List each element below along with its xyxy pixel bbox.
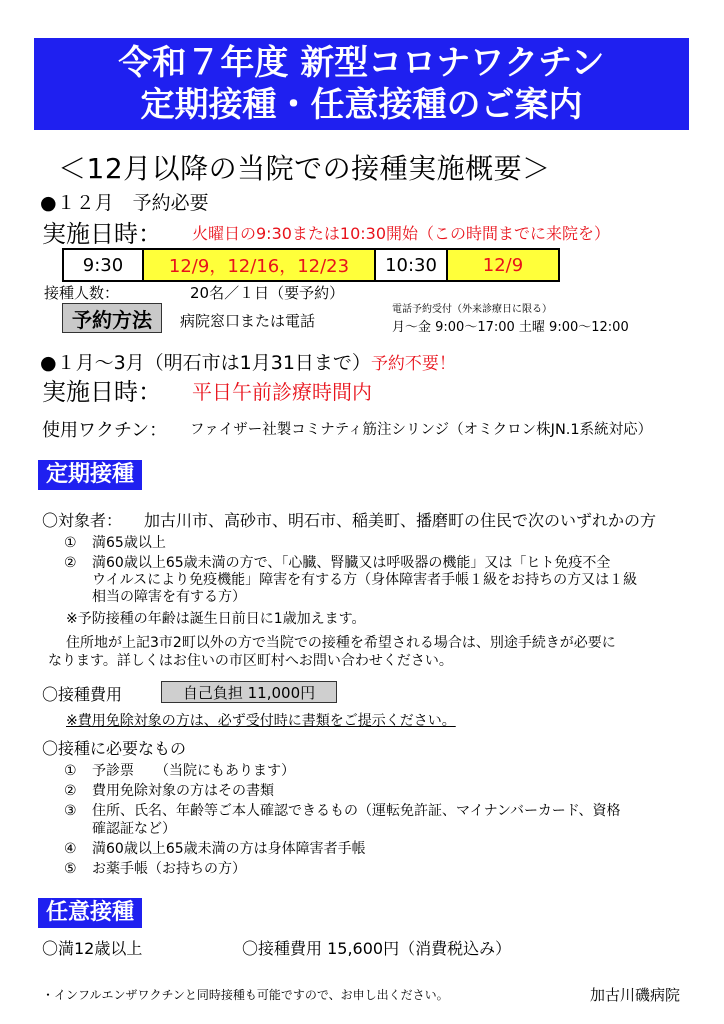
schedule-dates-1: 12/9，12/16，12/23 xyxy=(144,250,376,280)
fee-value: 自己負担 11,000円 xyxy=(161,681,337,703)
fee-label: 〇接種費用 xyxy=(42,685,123,704)
item-number: ② xyxy=(64,555,77,571)
item-text: 満60歳以上65歳未満の方で、「心臓、腎臓又は呼吸器の機能」又は「ヒト免疫不全 xyxy=(92,555,611,571)
jan-mar-heading xyxy=(40,348,456,375)
target-item-2-line-3: 相当の障害を有する方） xyxy=(92,589,246,605)
voluntary-fee: 〇接種費用 15,600円（消費税込み） xyxy=(242,939,512,958)
reserve-method-label: 予約方法 xyxy=(62,303,162,333)
schedule-time-2: 10:30 xyxy=(376,250,448,280)
needs-item-3-line-2: 確認証など） xyxy=(92,821,176,837)
capacity-value: 20名／１日（要予約） xyxy=(190,284,345,302)
no-reservation-note: 予約不要！ xyxy=(370,354,456,374)
residence-note-line-2: なります。詳しくはお住いの市区町村へお問い合わせください。 xyxy=(48,653,453,669)
reserve-method-value: 病院窓口または電話 xyxy=(180,312,316,330)
phone-hours: 月～金 9:00～17:00 土曜 9:00～12:00 xyxy=(392,320,629,335)
item-number: ① xyxy=(64,535,77,551)
needs-label: 〇接種に必要なもの xyxy=(42,739,187,758)
needs-item-4 xyxy=(64,838,366,858)
item-number: ① xyxy=(64,763,77,779)
target-item-1 xyxy=(64,532,166,552)
item-number: ③ xyxy=(64,803,77,819)
voluntary-heading: 任意接種 xyxy=(38,898,142,928)
item-text: お薬手帳（お持ちの方） xyxy=(92,861,246,877)
item-text: 満65歳以上 xyxy=(92,535,166,551)
residence-note-line-1: 住所地が上記3市2町以外の方で当院での接種を希望される場合は、別途手続きが必要に xyxy=(66,635,616,651)
schedule-time-1: 9:30 xyxy=(64,250,144,280)
subtitle: ＜12月以降の当院での接種実施概要＞ xyxy=(58,152,551,185)
needs-item-2 xyxy=(64,780,274,800)
needs-item-5 xyxy=(64,858,246,878)
item-text: 費用免除対象の方はその書類 xyxy=(92,783,274,799)
jan-mar-heading-text: ●１月～3月（明石市は1月31日まで） xyxy=(40,352,371,374)
title-line-2: 定期接種・任意接種のご案内 xyxy=(140,85,583,125)
title-line-1: 令和７年度 新型コロナワクチン xyxy=(118,43,605,83)
needs-item-3 xyxy=(64,800,621,820)
december-date-note: 火曜日の9:30または10:30開始（この時間までに来院を） xyxy=(192,224,611,243)
schedule-table xyxy=(62,248,560,282)
schedule-dates-2: 12/9 xyxy=(448,250,558,280)
item-text: 満60歳以上65歳未満の方は身体障害者手帳 xyxy=(92,841,366,857)
december-heading: ●１２月 予約必要 xyxy=(40,192,209,214)
item-number: ④ xyxy=(64,841,77,857)
voluntary-age: 〇満12歳以上 xyxy=(42,939,143,958)
item-number: ② xyxy=(64,783,77,799)
december-date-label: 実施日時： xyxy=(42,220,162,248)
hospital-name: 加古川磯病院 xyxy=(590,986,681,1004)
item-number: ⑤ xyxy=(64,861,77,877)
needs-item-1 xyxy=(64,760,295,780)
age-note: ※予防接種の年齢は誕生日前日に1歳加えます。 xyxy=(66,611,366,627)
target-item-2-line-2: ウイルスにより免疫機能」障害を有する方（身体障害者手帳１級をお持ちの方又は１級 xyxy=(92,572,638,588)
fee-note: ※費用免除対象の方は、必ず受付時に書類をご提示ください。 xyxy=(66,713,456,729)
item-text: 予診票 （当院にもあります） xyxy=(92,763,295,779)
item-text: 住所、氏名、年齢等ご本人確認できるもの（運転免許証、マイナンバーカード、資格 xyxy=(92,803,621,819)
target-value: 加古川市、高砂市、明石市、稲美町、播磨町の住民で次のいずれかの方 xyxy=(144,511,657,530)
regular-heading: 定期接種 xyxy=(38,460,142,490)
target-label: 〇対象者： xyxy=(42,511,123,530)
title-banner xyxy=(34,38,689,130)
jan-mar-date-value: 平日午前診療時間内 xyxy=(192,380,372,404)
vaccine-value: ファイザー社製コミナティ筋注シリンジ（オミクロン株JN.1系統対応） xyxy=(190,422,653,438)
jan-mar-date-label: 実施日時： xyxy=(42,378,162,406)
vaccine-label: 使用ワクチン： xyxy=(42,420,168,441)
phone-note: 電話予約受付（外来診療日に限る） xyxy=(392,304,552,315)
capacity-label: 接種人数： xyxy=(44,284,120,302)
footer-note: ・インフルエンザワクチンと同時接種も可能ですので、お申し出ください。 xyxy=(42,988,449,1002)
